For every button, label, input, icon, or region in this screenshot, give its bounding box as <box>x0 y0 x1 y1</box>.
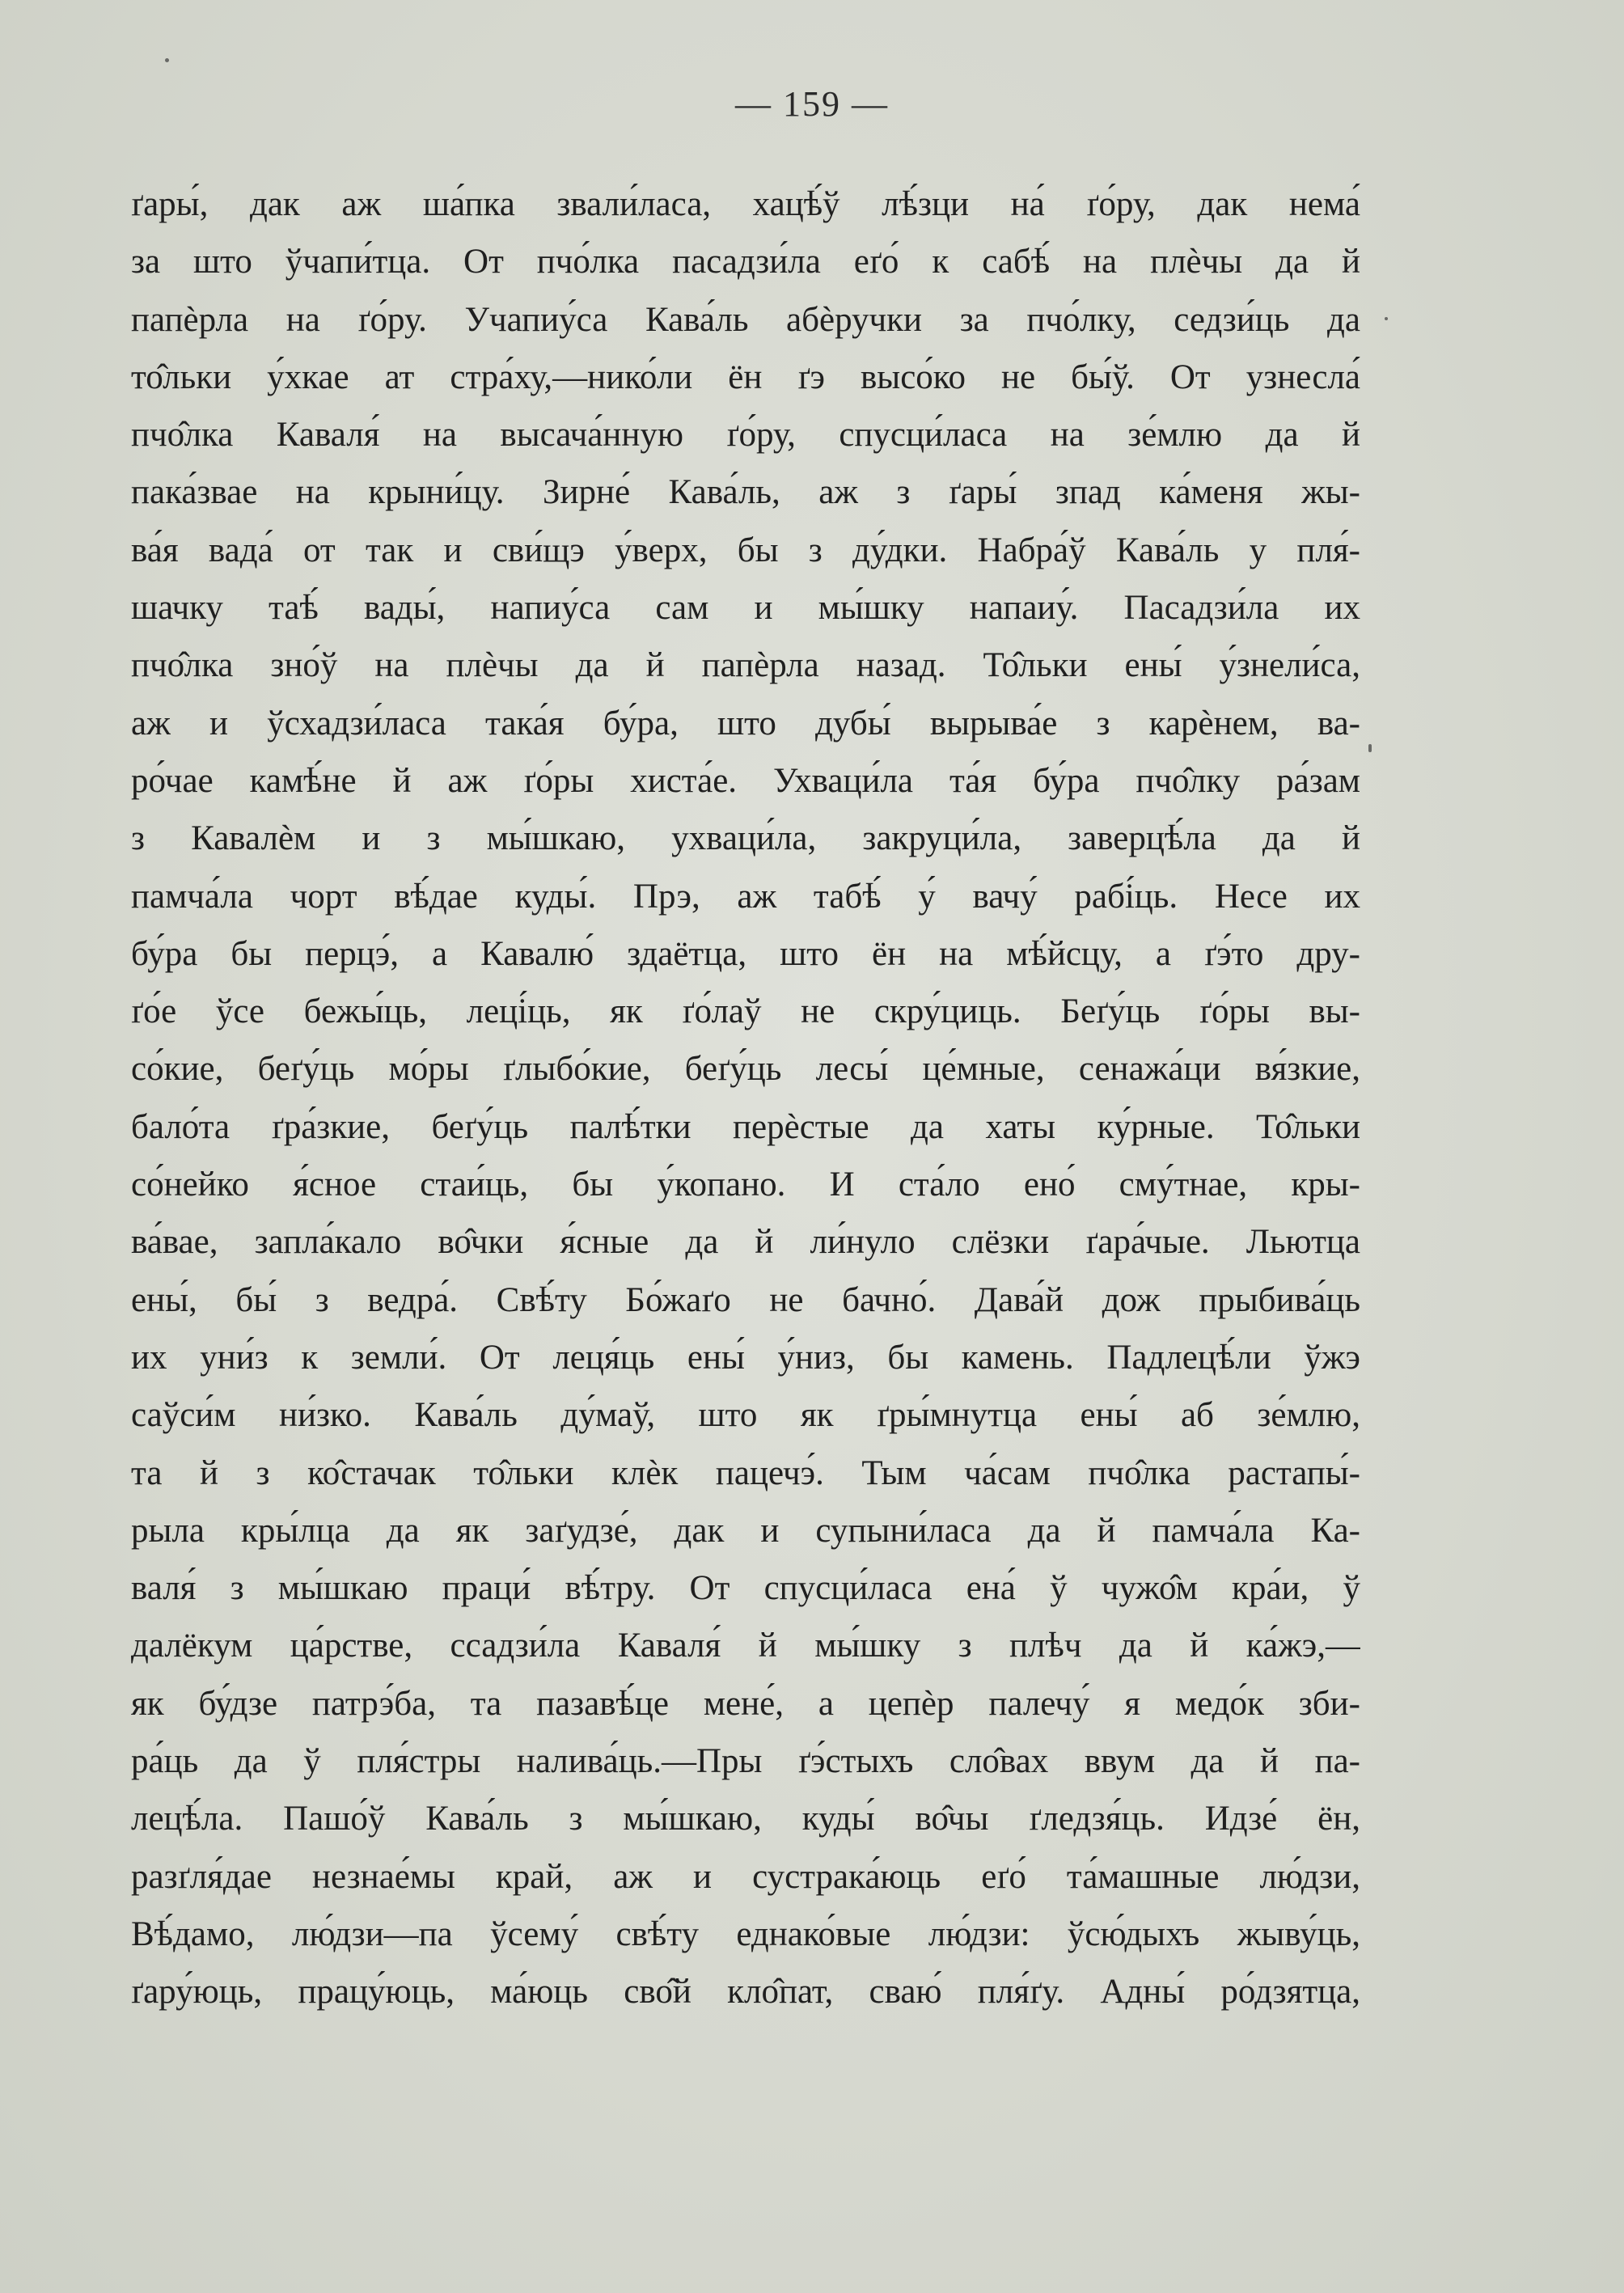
text-line: далёкум ца́рстве, ссадзи́ла Каваля́ й мы́шку з плѣч да й ка́жэ,— <box>131 1627 1360 1665</box>
text-line: аж и ўсхадзи́ласа така́я бу́ра, што дубы́ вырыва́е з карѐнем, ва- <box>131 704 1360 742</box>
text-line: ґо́е ўсе бежы́ць, леці́ць, як ґо́лаў не скру́циць. Беґу́ць ґо́ры вы- <box>131 992 1360 1031</box>
page-number: — 159 — <box>735 84 889 124</box>
paper-speck <box>165 58 169 62</box>
paper-speck <box>1368 744 1372 752</box>
text-line: разґля́дае незнае́мы край, аж и сустрака́юць еґо́ та́машные лю́дзи, <box>131 1857 1360 1896</box>
text-line: их уни́з к земли́. От леця́ць ены́ у́низ, бы камень. Падлецѣ́ли ўжэ <box>131 1338 1360 1377</box>
text-line: бу́ра бы перцэ́, а Кавалю́ здаётца, што ён на мѣ́йсцу, а ґэ́то дру- <box>131 934 1360 973</box>
text-line: ґары́, дак аж ша́пка звали́ласа, хацѣ́ў лѣ́зци на́ ґо́ру, дак нема́ <box>131 185 1360 223</box>
text-line: лецѣ́ла. Пашо́ў Кава́ль з мы́шкаю, куды́ во̂чы ґледзя́ць. Идзе́ ён, <box>131 1800 1360 1838</box>
text-line: ва́вае, запла́кало во̂чки я́сные да й ли́нуло слёзки ґара́чые. Льютца <box>131 1223 1360 1262</box>
text-line: шачку таѣ́ вады́, напиу́са сам и мы́шку напаиу́. Пасадзи́ла их <box>131 589 1360 628</box>
text-line: Вѣ́дамо, лю́дзи—па ўсему́ свѣ́ту еднако́вые лю́дзи: ўсю́дыхъ жыву́ць, <box>131 1914 1360 1953</box>
text-line: саўси́м ни́зко. Кава́ль ду́маў, што як ґры́мнутца ены́ аб зе́млю, <box>131 1396 1360 1435</box>
text-line: то̂льки у́хкае ат стра́ху,—нико́ли ён ґэ высо́ко не бы́ў. От узнесла́ <box>131 357 1360 396</box>
text-line: ены́, бы́ з ведра́. Свѣ́ту Бо́жаґо не бачно́. Дава́й дож прыбива́ць <box>131 1280 1360 1319</box>
text-line: папѐрла на ґо́ру. Учапиу́са Кава́ль абѐручки за пчо́лку, седзи́ць да <box>131 300 1360 339</box>
text-line: за што ўчапи́тца. От пчо́лка пасадзи́ла еґо́ к сабѣ́ на плѐчы да й <box>131 243 1360 281</box>
text-line: як бу́дзе патрэ́ба, та пазавѣ́це мене́, а цепѐр палечу́ я медо́к зби- <box>131 1684 1360 1723</box>
text-line: валя́ з мы́шкаю праци́ вѣ́тру. От спусци́ласа ена́ ў чужо̂м кра́и, ў <box>131 1569 1360 1608</box>
text-line: пчо̂лка зно́ў на плѐчы да й папѐрла назад. То̂льки ены́ у́знели́са, <box>131 646 1360 685</box>
text-line: ро́чае камѣ́не й аж ґо́ры хиста́е. Ухваци́ла та́я бу́ра пчо̂лку ра́зам <box>131 761 1360 800</box>
text-line: со́кие, беґу́ць мо́ры ґлыбо́кие, беґу́ць лесы́ це́мные, сенажа́ци вя́зкие, <box>131 1050 1360 1089</box>
text-line: пчо̂лка Каваля́ на высача́нную ґо́ру, спусци́ласа на зе́млю да й <box>131 416 1360 455</box>
text-line: бало́та ґра́зкие, беґу́ць палѣ́тки перѐстые да хаты ку́рные. То̂льки <box>131 1107 1360 1146</box>
body-text <box>131 176 1360 2021</box>
text-line: пака́звае на крыни́цу. Зирне́ Кава́ль, аж з ґары́ зпад ка́меня жы- <box>131 473 1360 512</box>
text-line: рыла кры́лца да як заґудзе́, дак и супыни́ласа да й памча́ла Ка- <box>131 1511 1360 1550</box>
text-line: ґару́юць, працу́юць, ма́юць сво̂й кло̂пат, сваю́ пля́ґу. Адны́ ро́дзятца, <box>131 1973 1360 2012</box>
text-line: ра́ць да ў пля́стры налива́ць.—Пры ґэ́стыхъ сло̂вах ввум да й па- <box>131 1742 1360 1781</box>
text-line: з Кавалѐм и з мы́шкаю, ухваци́ла, закруци́ла, заверцѣ́ла да й <box>131 819 1360 858</box>
text-line: со́нейко я́сное стаи́ць, бы у́копано. И ста́ло ено́ сму́тнае, кры- <box>131 1166 1360 1204</box>
text-line: памча́ла чорт вѣ́дае куды́. Прэ, аж табѣ́ у́ вачу́ рабі́ць. Несе их <box>131 877 1360 916</box>
text-line: ва́я вада́ от так и сви́щэ у́верх, бы з ду́дки. Набра́ў Кава́ль у пля́- <box>131 531 1360 569</box>
text-line: та й з ко̂стачак то̂льки клѐк пацечэ́. Тым ча́сам пчо̂лка растапы́- <box>131 1453 1360 1492</box>
paper-speck <box>1385 317 1388 320</box>
